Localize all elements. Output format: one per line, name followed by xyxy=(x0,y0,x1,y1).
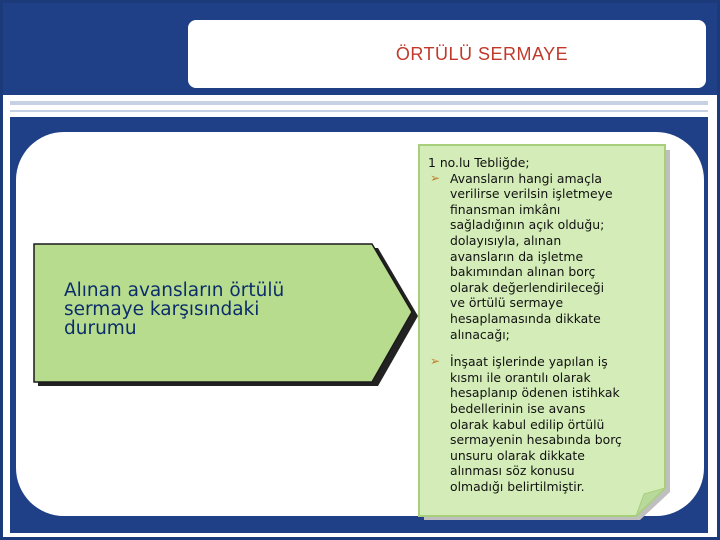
note-line: unsuru olarak dikkate xyxy=(450,447,585,463)
arrow-bullet-icon: ➢ xyxy=(430,170,441,185)
arrow-bullet-icon: ➢ xyxy=(430,354,441,369)
callout-line: Alınan avansların örtülü xyxy=(64,280,285,301)
note-line: sermayenin hesabında borç xyxy=(450,432,622,448)
note-line: olmadığı belirtilmiştir. xyxy=(450,478,585,494)
callout-line: sermaye karşısındaki xyxy=(64,299,260,320)
note-line: olarak kabul edilip örtülü xyxy=(450,416,605,432)
note-bullet-line: ➢ İnşaat işlerinde yapılan iş xyxy=(430,354,608,370)
note-line: alınacağı; xyxy=(450,326,510,342)
note-line: olarak değerlendirileceği xyxy=(450,279,605,295)
note-line: alınması söz konusu xyxy=(450,463,575,479)
note-line: hesaplamasında dikkate xyxy=(450,310,601,326)
note-line: hesaplanıp ödenen istihkak xyxy=(450,385,620,401)
note-content xyxy=(428,155,664,494)
callout-text xyxy=(64,281,394,338)
note-line: bedellerinin ise avans xyxy=(450,400,586,416)
page-title: ÖRTÜLÜ SERMAYE xyxy=(395,43,569,64)
note-line: finansman imkânı xyxy=(450,201,561,217)
callout-line: durumu xyxy=(64,318,137,339)
note-heading: 1 no.lu Tebliğde; xyxy=(428,155,530,170)
note-line: dolayısıyla, alınan xyxy=(450,232,562,248)
note-bullet-line: ➢ Avansların hangi amaçla xyxy=(430,170,602,186)
note-line: ve örtülü sermaye xyxy=(450,295,564,311)
note-line: sağladığının açık olduğu; xyxy=(450,217,605,233)
note-line: avansların da işletme xyxy=(450,248,584,264)
note-line: bakımından alınan borç xyxy=(450,264,596,280)
note-line: verilirse verilsin işletmeye xyxy=(450,186,613,202)
note-line: kısmı ile orantılı olarak xyxy=(450,369,591,385)
